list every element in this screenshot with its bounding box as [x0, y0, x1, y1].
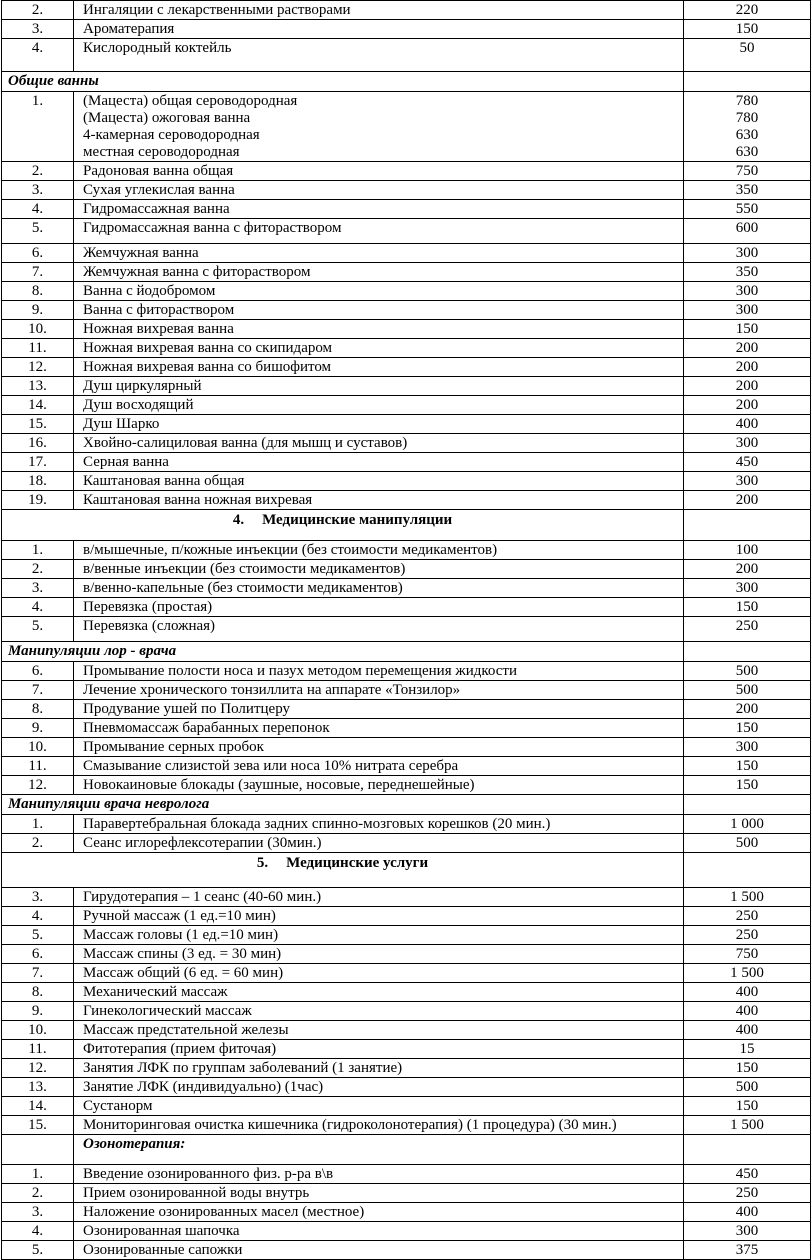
row-number: 10.	[2, 1021, 74, 1040]
service-name: Массаж головы (1 ед.=10 мин)	[74, 926, 684, 945]
table-row	[2, 964, 811, 983]
service-price	[684, 642, 811, 662]
table-row	[2, 579, 811, 598]
table-row	[2, 815, 811, 834]
service-price: 150	[684, 757, 811, 776]
table-row	[2, 39, 811, 72]
row-number: 3.	[2, 181, 74, 200]
service-name: Гидромассажная ванна с фитораствором	[74, 219, 684, 244]
table-row	[2, 907, 811, 926]
service-name: Введение озонированного физ. р-ра в\в	[74, 1165, 684, 1184]
row-number: 12.	[2, 1059, 74, 1078]
row-number: 12.	[2, 358, 74, 377]
service-price: 630	[735, 127, 759, 143]
row-number: 2.	[2, 560, 74, 579]
table-row	[2, 681, 811, 700]
service-price-group	[684, 92, 811, 162]
row-number: 1.	[2, 1165, 74, 1184]
service-name: Серная ванна	[74, 453, 684, 472]
table-row	[2, 1116, 811, 1135]
service-name: Промывание серных пробок	[74, 738, 684, 757]
service-price: 200	[684, 396, 811, 415]
row-number: 2.	[2, 1, 74, 20]
service-name: Ножная вихревая ванна со бишофитом	[74, 358, 684, 377]
row-number: 11.	[2, 339, 74, 358]
service-name: Наложение озонированных масел (местное)	[74, 1203, 684, 1222]
row-number: 3.	[2, 20, 74, 39]
row-number: 8.	[2, 983, 74, 1002]
table-row	[2, 1222, 811, 1241]
section-number: 5.	[256, 855, 269, 871]
row-number: 7.	[2, 681, 74, 700]
service-price: 1 500	[684, 1116, 811, 1135]
table-row	[2, 1040, 811, 1059]
row-number: 13.	[2, 377, 74, 396]
service-price: 150	[684, 719, 811, 738]
row-number: 4.	[2, 907, 74, 926]
service-name: Ручной массаж (1 ед.=10 мин)	[74, 907, 684, 926]
row-number: 3.	[2, 1203, 74, 1222]
service-name: Каштановая ванна ножная вихревая	[74, 491, 684, 510]
row-number: 5.	[2, 617, 74, 642]
table-row	[2, 560, 811, 579]
service-name: Жемчужная ванна	[74, 244, 684, 263]
row-number: 2.	[2, 162, 74, 181]
row-number: 12.	[2, 776, 74, 795]
service-price: 300	[684, 1222, 811, 1241]
service-name: в/венно-капельные (без стоимости медикаментов)	[74, 579, 684, 598]
service-price: 400	[684, 415, 811, 434]
service-price: 600	[684, 219, 811, 244]
table-row	[2, 472, 811, 491]
table-row	[2, 1241, 811, 1260]
service-price: 200	[684, 339, 811, 358]
service-name: Сухая углекислая ванна	[74, 181, 684, 200]
row-number: 11.	[2, 1040, 74, 1059]
row-number: 1.	[2, 92, 74, 162]
row-number: 9.	[2, 719, 74, 738]
section-label: Медицинские услуги	[286, 855, 429, 871]
service-name: Ванна с фитораствором	[74, 301, 684, 320]
service-name: Массаж предстательной железы	[74, 1021, 684, 1040]
row-number: 4.	[2, 39, 74, 72]
table-row	[2, 541, 811, 560]
service-name: Хвойно-салициловая ванна (для мышц и суставов)	[74, 434, 684, 453]
table-row	[2, 339, 811, 358]
service-name: Душ Шарко	[74, 415, 684, 434]
service-price: 200	[684, 377, 811, 396]
service-price: 1 500	[684, 964, 811, 983]
service-price: 780	[735, 110, 759, 126]
service-name: Механический массаж	[74, 983, 684, 1002]
table-row-group	[2, 92, 811, 162]
service-price: 50	[684, 39, 811, 72]
row-number: 16.	[2, 434, 74, 453]
row-number: 4.	[2, 200, 74, 219]
row-number: 5.	[2, 1241, 74, 1260]
service-price: 150	[684, 20, 811, 39]
service-name: Занятие ЛФК (индивидуально) (1час)	[74, 1078, 684, 1097]
row-number: 7.	[2, 964, 74, 983]
table-row	[2, 301, 811, 320]
section-row	[2, 510, 811, 541]
service-price: 750	[684, 162, 811, 181]
table-row	[2, 834, 811, 853]
table-row	[2, 263, 811, 282]
service-name: Продувание ушей по Политцеру	[74, 700, 684, 719]
section-row	[2, 1135, 811, 1165]
table-row	[2, 1, 811, 20]
row-number: 4.	[2, 598, 74, 617]
section-row	[2, 853, 811, 888]
table-row	[2, 983, 811, 1002]
service-price: 250	[684, 1184, 811, 1203]
table-row	[2, 945, 811, 964]
row-number: 2.	[2, 1184, 74, 1203]
row-number: 10.	[2, 738, 74, 757]
section-row	[2, 795, 811, 815]
section-title: Манипуляции лор - врача	[2, 642, 684, 662]
service-price: 500	[684, 662, 811, 681]
service-price: 630	[735, 144, 759, 160]
service-name: Душ циркулярный	[74, 377, 684, 396]
service-price: 400	[684, 1002, 811, 1021]
service-name: Ингаляции с лекарственными растворами	[74, 1, 684, 20]
service-name: Каштановая ванна общая	[74, 472, 684, 491]
service-price: 250	[684, 926, 811, 945]
price-table-body	[2, 1, 811, 1260]
service-price: 300	[684, 301, 811, 320]
service-name: Кислородный коктейль	[74, 39, 684, 72]
service-price: 300	[684, 738, 811, 757]
section-title: Манипуляции врача невролога	[2, 795, 684, 815]
service-price: 250	[684, 907, 811, 926]
service-price	[684, 1135, 811, 1165]
service-name: Гирудотерапия – 1 сеанс (40-60 мин.)	[74, 888, 684, 907]
row-number: 15.	[2, 415, 74, 434]
table-row	[2, 738, 811, 757]
service-name: в/мышечные, п/кожные инъекции (без стоимости медикаментов)	[74, 541, 684, 560]
service-price	[684, 853, 811, 888]
row-number: 9.	[2, 301, 74, 320]
service-name: Гидромассажная ванна	[74, 200, 684, 219]
row-number: 7.	[2, 263, 74, 282]
service-price: 15	[684, 1040, 811, 1059]
service-name: Сустанорм	[74, 1097, 684, 1116]
service-price: 400	[684, 1203, 811, 1222]
table-row	[2, 434, 811, 453]
service-price: 1 000	[684, 815, 811, 834]
price-table	[1, 0, 811, 1260]
table-row	[2, 162, 811, 181]
service-price: 200	[684, 358, 811, 377]
service-name: Смазывание слизистой зева или носа 10% нитрата серебра	[74, 757, 684, 776]
service-name: Душ восходящий	[74, 396, 684, 415]
service-name: Ванна с йодобромом	[74, 282, 684, 301]
table-row	[2, 181, 811, 200]
table-row	[2, 776, 811, 795]
row-number: 2.	[2, 834, 74, 853]
service-price: 500	[684, 681, 811, 700]
row-number: 4.	[2, 1222, 74, 1241]
service-name: Радоновая ванна общая	[74, 162, 684, 181]
row-number: 6.	[2, 244, 74, 263]
table-row	[2, 757, 811, 776]
section-number: 4.	[232, 512, 245, 528]
table-row	[2, 598, 811, 617]
row-number: 19.	[2, 491, 74, 510]
row-number	[2, 1135, 74, 1165]
service-name: Мониторинговая очистка кишечника (гидроколонотерапия) (1 процедура) (30 мин.)	[74, 1116, 684, 1135]
table-row	[2, 1002, 811, 1021]
service-name: Паравертебральная блокада задних спинно-мозговых корешков (20 мин.)	[74, 815, 684, 834]
table-row	[2, 491, 811, 510]
table-row	[2, 20, 811, 39]
table-row	[2, 377, 811, 396]
service-price: 375	[684, 1241, 811, 1260]
service-price: 150	[684, 1059, 811, 1078]
service-name: Промывание полости носа и пазух методом перемещения жидкости	[74, 662, 684, 681]
service-price: 350	[684, 263, 811, 282]
service-price: 150	[684, 1097, 811, 1116]
table-row	[2, 415, 811, 434]
section-title	[2, 510, 684, 541]
row-number: 6.	[2, 945, 74, 964]
service-name: 4-камерная сероводородная	[83, 127, 260, 143]
service-name: Ножная вихревая ванна со скипидаром	[74, 339, 684, 358]
service-price: 300	[684, 472, 811, 491]
row-number: 11.	[2, 757, 74, 776]
row-number: 18.	[2, 472, 74, 491]
service-price: 150	[684, 598, 811, 617]
row-number: 14.	[2, 1097, 74, 1116]
table-row	[2, 888, 811, 907]
service-price: 400	[684, 1021, 811, 1040]
table-row	[2, 358, 811, 377]
service-name: Жемчужная ванна с фитораствором	[74, 263, 684, 282]
section-title: Озонотерапия:	[74, 1135, 684, 1165]
service-name: Гинекологический массаж	[74, 1002, 684, 1021]
service-price: 150	[684, 320, 811, 339]
service-price: 200	[684, 491, 811, 510]
service-name: Озонированные сапожки	[74, 1241, 684, 1260]
service-price: 450	[684, 453, 811, 472]
service-price: 1 500	[684, 888, 811, 907]
service-price: 750	[684, 945, 811, 964]
service-name: Массаж общий (6 ед. = 60 мин)	[74, 964, 684, 983]
service-name: Новокаиновые блокады (заушные, носовые, переднешейные)	[74, 776, 684, 795]
table-row	[2, 617, 811, 642]
service-name: (Мацеста) ожоговая ванна	[83, 110, 251, 126]
table-row	[2, 700, 811, 719]
service-name: Перевязка (сложная)	[74, 617, 684, 642]
service-price: 150	[684, 776, 811, 795]
service-price: 500	[684, 1078, 811, 1097]
row-number: 3.	[2, 888, 74, 907]
service-name: Лечение хронического тонзиллита на аппарате «Тонзилор»	[74, 681, 684, 700]
row-number: 17.	[2, 453, 74, 472]
service-price: 200	[684, 560, 811, 579]
service-price: 300	[684, 244, 811, 263]
table-row	[2, 1165, 811, 1184]
row-number: 1.	[2, 541, 74, 560]
service-price: 780	[735, 93, 759, 109]
service-name: Фитотерапия (прием фиточая)	[74, 1040, 684, 1059]
row-number: 14.	[2, 396, 74, 415]
service-name: Ножная вихревая ванна	[74, 320, 684, 339]
row-number: 8.	[2, 700, 74, 719]
service-price: 550	[684, 200, 811, 219]
service-name: Прием озонированной воды внутрь	[74, 1184, 684, 1203]
table-row	[2, 282, 811, 301]
section-row	[2, 642, 811, 662]
service-name: Занятия ЛФК по группам заболеваний (1 занятие)	[74, 1059, 684, 1078]
table-row	[2, 244, 811, 263]
row-number: 3.	[2, 579, 74, 598]
service-name: Ароматерапия	[74, 20, 684, 39]
service-price: 200	[684, 700, 811, 719]
row-number: 1.	[2, 815, 74, 834]
service-price: 300	[684, 579, 811, 598]
table-row	[2, 1097, 811, 1116]
table-row	[2, 1059, 811, 1078]
table-row	[2, 926, 811, 945]
service-name: Озонированная шапочка	[74, 1222, 684, 1241]
section-row	[2, 72, 811, 92]
table-row	[2, 719, 811, 738]
row-number: 10.	[2, 320, 74, 339]
table-row	[2, 1078, 811, 1097]
service-price: 300	[684, 282, 811, 301]
table-row	[2, 453, 811, 472]
row-number: 8.	[2, 282, 74, 301]
table-row	[2, 200, 811, 219]
service-price: 450	[684, 1165, 811, 1184]
service-name: местная сероводородная	[83, 144, 240, 160]
table-row	[2, 1203, 811, 1222]
service-name: (Мацеста) общая сероводородная	[83, 93, 298, 109]
table-row	[2, 219, 811, 244]
section-title	[2, 853, 684, 888]
table-row	[2, 396, 811, 415]
service-name-group	[74, 92, 684, 162]
service-price: 350	[684, 181, 811, 200]
section-title: Общие ванны	[2, 72, 684, 92]
row-number: 9.	[2, 1002, 74, 1021]
service-name: Пневмомассаж барабанных перепонок	[74, 719, 684, 738]
row-number: 6.	[2, 662, 74, 681]
row-number: 5.	[2, 926, 74, 945]
service-price: 250	[684, 617, 811, 642]
section-label: Медицинские манипуляции	[262, 512, 453, 528]
row-number: 13.	[2, 1078, 74, 1097]
service-price: 300	[684, 434, 811, 453]
row-number: 5.	[2, 219, 74, 244]
service-name: Сеанс иглорефлексотерапии (30мин.)	[74, 834, 684, 853]
service-name: Перевязка (простая)	[74, 598, 684, 617]
service-price: 220	[684, 1, 811, 20]
service-price: 400	[684, 983, 811, 1002]
row-number: 15.	[2, 1116, 74, 1135]
service-price: 500	[684, 834, 811, 853]
service-name: Массаж спины (3 ед. = 30 мин)	[74, 945, 684, 964]
service-price	[684, 72, 811, 92]
table-row	[2, 1021, 811, 1040]
service-price	[684, 795, 811, 815]
table-row	[2, 662, 811, 681]
service-price: 100	[684, 541, 811, 560]
service-price	[684, 510, 811, 541]
table-row	[2, 320, 811, 339]
service-name: в/венные инъекции (без стоимости медикаментов)	[74, 560, 684, 579]
